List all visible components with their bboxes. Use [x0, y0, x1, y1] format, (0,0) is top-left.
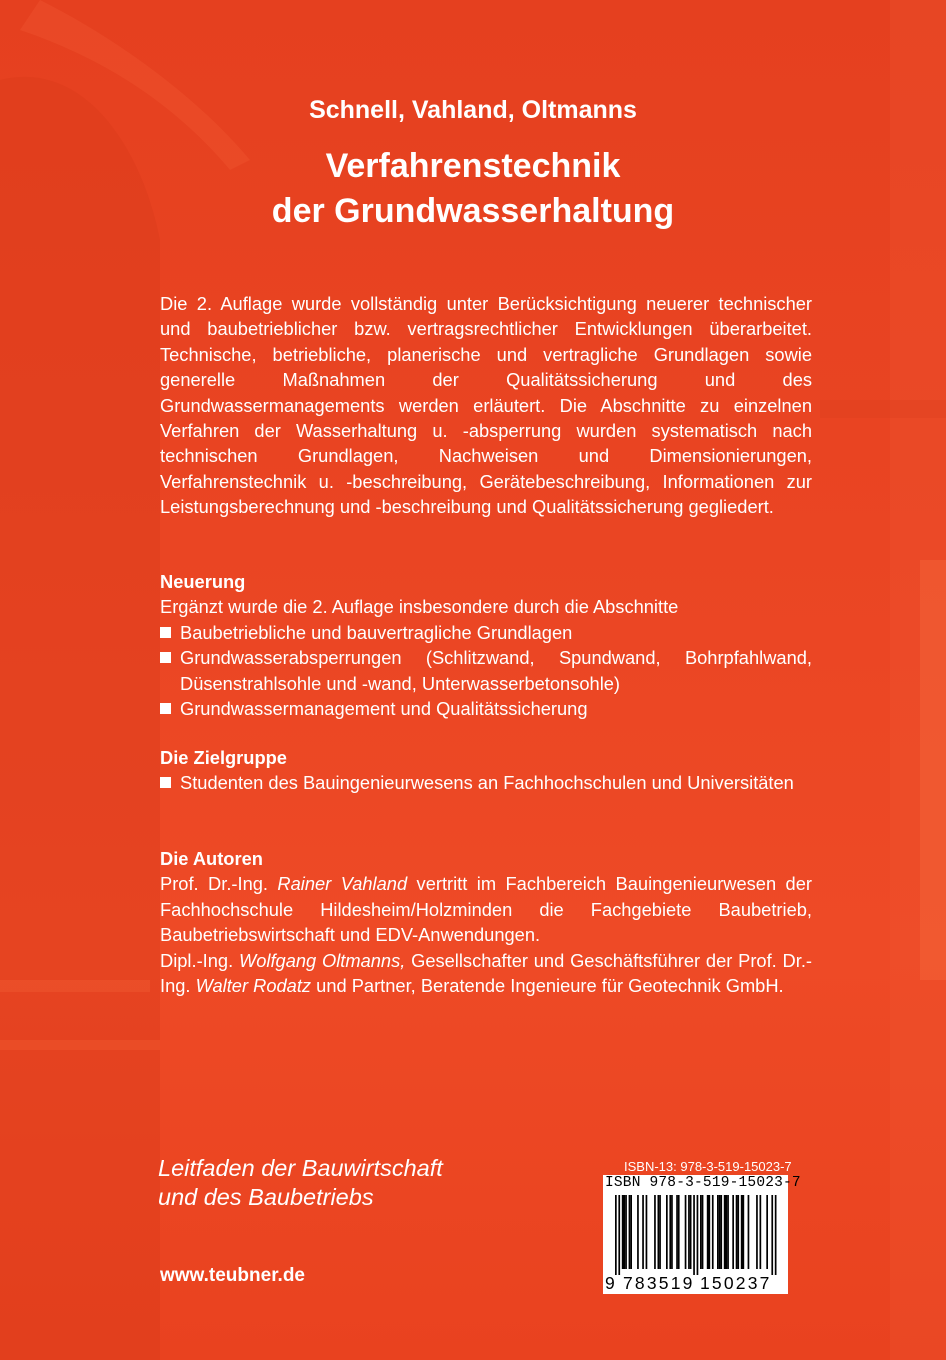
intro-paragraph: Die 2. Auflage wurde vollständig unter Berücksichtigung neuerer technischer und baubetrieblicher bzw. vertragsrechtlicher Entwicklungen überarbeitet. Technische, betriebliche, planerische und vertragliche Grundlagen sowie generelle Maßnahmen der Qualitätssicherung und des Grundwassermanagements werden erläutert. Die Abschnitte zu einzelnen Verfahren der Wasserhaltung u. -absperrung wurden systematisch nach technischen Grundlagen, Nachweisen und Dimensionierungen, Verfahrenstechnik u. -beschreibung, Gerätebeschreibung, Informationen zur Leistungsberechnung und -beschreibung und Qualitätssicherung gegliedert.	[160, 293, 812, 518]
barcode-bar	[707, 1195, 709, 1269]
barcode-bar	[688, 1195, 690, 1269]
barcode-bar	[685, 1195, 687, 1269]
list-item	[160, 696, 812, 721]
barcode-bars	[603, 1195, 788, 1275]
barcode-bar	[671, 1195, 673, 1269]
barcode-right-digits: 150237	[700, 1273, 772, 1293]
bio-text: vertritt im Fachbereich Bauingenieurwesen der Fachhochschule Hildesheim/Holzminden die Fachgebiete Baubetrieb, Baubetriebswirtschaft und EDV-Anwendungen.	[160, 873, 812, 946]
barcode-bar	[748, 1195, 750, 1269]
barcode-bar	[736, 1195, 738, 1269]
author-oltmanns-bio	[160, 948, 812, 999]
barcode-bar	[724, 1195, 726, 1269]
barcode-bar	[697, 1195, 699, 1275]
author-name: Wolfgang Oltmanns,	[238, 949, 406, 971]
barcode-bar	[625, 1195, 627, 1269]
barcode-bar	[717, 1195, 719, 1269]
publisher-website: www.teubner.de	[160, 1265, 305, 1286]
barcode-bar	[712, 1195, 714, 1269]
barcode-bar	[732, 1195, 734, 1269]
section-neuerung	[160, 569, 812, 721]
barcode-bar	[693, 1195, 695, 1275]
section-autoren	[160, 846, 812, 998]
isbn-barcode	[603, 1175, 801, 1294]
barcode-bar	[771, 1195, 773, 1275]
barcode-bar	[766, 1195, 768, 1269]
list-item-text: Studenten des Bauingenieurwesens an Fachhochschulen und Universitäten	[180, 772, 794, 794]
barcode-first-digit: 9	[605, 1273, 615, 1293]
barcode-bar	[618, 1195, 620, 1275]
author-name: Walter Rodatz	[195, 975, 312, 997]
barcode-bar	[727, 1195, 729, 1269]
title-line-2: der Grundwasserhaltung	[271, 192, 675, 230]
series-line-2: und des Baubetriebs	[158, 1184, 374, 1210]
bio-text: Gesellschafter und Geschäftsführer der Prof. Dr.-Ing.	[160, 949, 813, 997]
book-authors: Schnell, Vahland, Oltmanns	[309, 96, 637, 124]
barcode-bar	[622, 1195, 624, 1269]
autoren-heading: Die Autoren	[160, 848, 263, 869]
barcode-bar	[654, 1195, 656, 1269]
barcode-bar	[669, 1195, 671, 1269]
barcode-bar	[726, 1195, 728, 1269]
barcode-bar	[719, 1195, 721, 1269]
isbn13-label: ISBN-13: 978-3-519-15023-7	[624, 1159, 792, 1174]
square-bullet-icon	[160, 652, 171, 663]
list-item-text: Grundwasserabsperrungen (Schlitzwand, Spundwand, Bohrpfahlwand, Düsenstrahlsohle und -wand, Unterwasserbetonsohle)	[180, 647, 812, 694]
square-bullet-icon	[160, 627, 171, 638]
barcode-bar	[743, 1195, 745, 1269]
barcode-bar	[658, 1195, 660, 1269]
bio-text: und Partner, Beratende Ingenieure für Geotechnik GmbH.	[311, 975, 784, 997]
title-line-1: Verfahrenstechnik	[325, 147, 621, 185]
barcode-left-digits: 783519	[623, 1273, 695, 1293]
list-item	[160, 770, 812, 795]
section-zielgruppe	[160, 745, 812, 796]
barcode-bar	[741, 1195, 743, 1269]
series-title	[158, 1154, 443, 1212]
bio-text: Dipl.-Ing.	[160, 949, 239, 971]
barcode-isbn-text: ISBN 978-3-519-15023-7	[605, 1175, 801, 1191]
barcode-bar	[737, 1195, 739, 1269]
barcode-bar	[646, 1195, 648, 1269]
author-name: Rainer Vahland	[277, 873, 408, 895]
bio-text: Prof. Dr.-Ing.	[160, 873, 278, 895]
square-bullet-icon	[160, 777, 171, 788]
list-item-text: Grundwassermanagement und Qualitätssicherung	[180, 698, 588, 720]
neuerung-heading: Neuerung	[160, 571, 246, 592]
barcode-bar	[676, 1195, 678, 1269]
barcode-bar	[629, 1195, 631, 1269]
barcode-bar	[615, 1195, 617, 1275]
neuerung-lead: Ergänzt wurde die 2. Auflage insbesondere durch die Abschnitte	[160, 596, 679, 618]
zielgruppe-list	[160, 770, 812, 795]
list-item	[160, 620, 812, 645]
barcode-bar	[678, 1195, 680, 1269]
barcode-bar	[690, 1195, 692, 1269]
barcode-bar	[702, 1195, 704, 1269]
book-title	[0, 144, 946, 234]
barcode-bar	[659, 1195, 661, 1269]
zielgruppe-heading: Die Zielgruppe	[160, 747, 287, 768]
author-vahland-bio	[160, 871, 812, 947]
barcode-bar	[666, 1195, 668, 1269]
barcode-bar	[756, 1195, 758, 1269]
barcode-bar	[775, 1195, 777, 1275]
barcode-bar	[709, 1195, 711, 1269]
square-bullet-icon	[160, 703, 171, 714]
barcode-bar	[700, 1195, 702, 1269]
barcode-bar	[630, 1195, 632, 1269]
neuerung-list	[160, 620, 812, 722]
barcode-bar	[637, 1195, 639, 1269]
series-line-1: Leitfaden der Bauwirtschaft	[158, 1155, 443, 1181]
barcode-bar	[642, 1195, 644, 1269]
barcode-bar	[720, 1195, 722, 1269]
list-item	[160, 645, 812, 696]
barcode-bar	[760, 1195, 762, 1269]
barcode-bar	[624, 1195, 626, 1269]
list-item-text: Baubetriebliche und bauvertragliche Grundlagen	[180, 621, 573, 643]
